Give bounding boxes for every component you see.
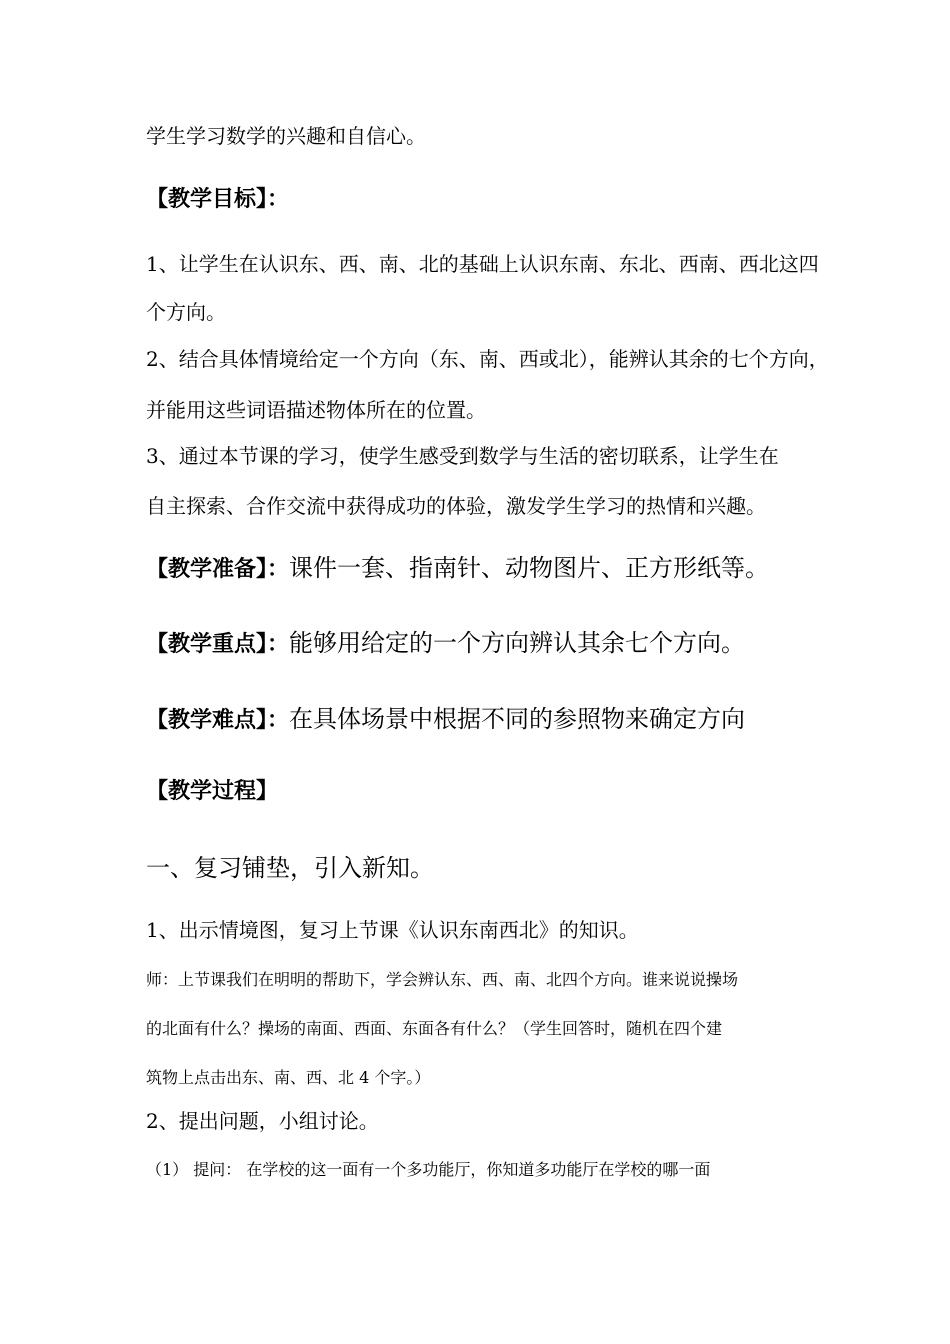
section-heading-process: 【教学过程】 xyxy=(146,779,279,804)
text-line: 筑物上点击出东、南、西、北 4 个字。） xyxy=(146,1068,431,1087)
heading-label: 【教学准备】 xyxy=(146,557,268,582)
subsection-title: 一、复习铺垫，引入新知。 xyxy=(146,854,434,882)
text-line: 2、结合具体情境给定一个方向（东、南、西或北），能辨认其余的七个方向， xyxy=(146,347,829,371)
text-line: 师：上节课我们在明明的帮助下，学会辨认东、西、南、北四个方向。谁来说说操场 xyxy=(146,970,739,989)
text-line: 学生学习数学的兴趣和自信心。 xyxy=(146,124,426,148)
heading-body-text: 课件一套、指南针、动物图片、正方形纸等。 xyxy=(289,554,770,582)
heading-label: 【教学重点】 xyxy=(146,632,268,657)
heading-label: 【教学目标】 xyxy=(146,187,268,212)
section-heading-difficulties xyxy=(146,699,745,734)
heading-colon: ： xyxy=(267,708,290,733)
text-line: 2、提出问题，小组讨论。 xyxy=(146,1109,379,1133)
heading-colon: ： xyxy=(267,557,290,582)
text-line: 1、出示情境图，复习上节课《认识东南西北》的知识。 xyxy=(146,918,639,942)
heading-colon: ： xyxy=(267,632,290,657)
section-heading-key-points xyxy=(146,623,745,658)
text-line: 自主探索、合作交流中获得成功的体验，激发学生学习的热情和兴趣。 xyxy=(146,494,766,518)
heading-colon: ： xyxy=(267,187,290,212)
heading-body-text: 能够用给定的一个方向辨认其余七个方向。 xyxy=(289,629,746,657)
text-line: （1） 提问： 在学校的这一面有一个多功能厅，你知道多功能厅在学校的哪一面 xyxy=(146,1160,711,1179)
section-heading-preparation xyxy=(146,548,769,583)
text-line: 的北面有什么？操场的南面、西面、东面各有什么？（学生回答时，随机在四个建 xyxy=(146,1019,723,1038)
heading-body-text: 在具体场景中根据不同的参照物来确定方向 xyxy=(289,705,746,733)
text-line: 个方向。 xyxy=(146,300,226,324)
text-line: 并能用这些词语描述物体所在的位置。 xyxy=(146,398,486,422)
text-line: 3、通过本节课的学习，使学生感受到数学与生活的密切联系，让学生在 xyxy=(146,444,779,468)
heading-label: 【教学难点】 xyxy=(146,708,268,733)
text-line: 1、让学生在认识东、西、南、北的基础上认识东南、东北、西南、西北这四 xyxy=(146,252,819,276)
section-heading-goals xyxy=(146,182,289,213)
